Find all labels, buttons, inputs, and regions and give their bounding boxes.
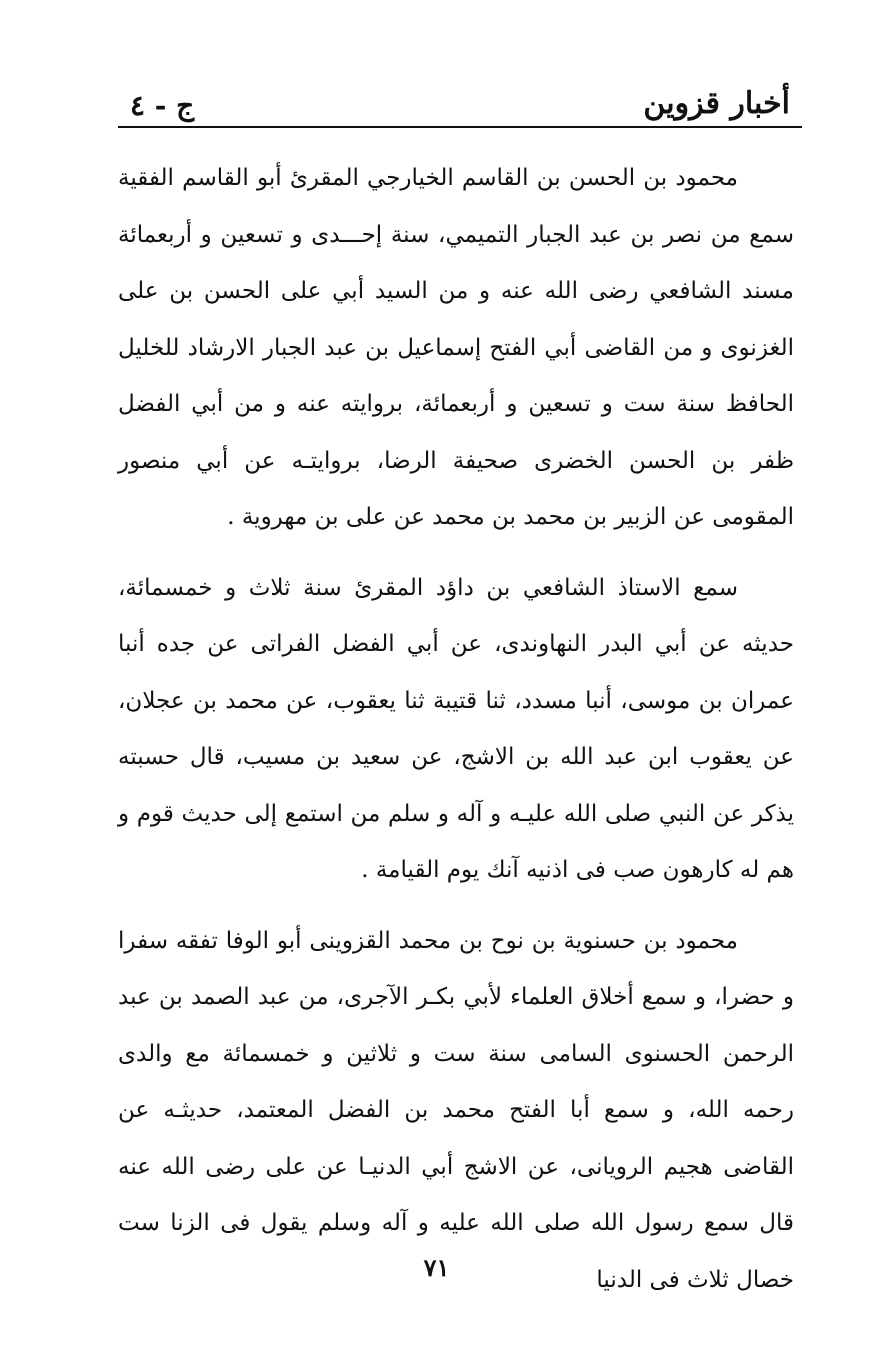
- volume-number: ج - ٤: [130, 89, 195, 122]
- paragraph-1: محمود بن الحسن بن القاسم الخيارجي المقرئ أبو القاسم الفقية سمع من نصر بن عبد الجبار التميمي، سنة إحـــدى و تسعين و أربعمائة مسند الشافعي رضى الله عنه و من السيد أبي على الحسن بن على الغزنوى و من القاضى أبي الفتح إسماعيل بن عبد الجبار الارشاد للخليل الحافظ سنة ست و تسعين و أربعمائة، بروايته عنه و من أبي الفضل ظفر بن الحسن الخضرى صحيفة الرضا، بروايتـه عن أبي منصور المقومى عن الزبير بن محمد بن محمد عن على بن مهروية .: [118, 165, 794, 530]
- page-number: ٧١: [423, 1253, 450, 1282]
- running-title: أخبار قزوين: [643, 86, 790, 121]
- paragraph-3: محمود بن حسنوية بن نوح بن محمد القزوينى أبو الوفا تفقه سفرا و حضرا، و سمع أخلاق العلماء لأبي بكـر الآجرى، من عبد الصمد بن عبد الرحمن الحسنوى السامى سنة ست و ثلاثين و خمسمائة مع والدى رحمه الله، و سمع أبا الفتح محمد بن الفضل المعتمد، حديثـه عن القاضى هجيم الرويانى، عن الاشج أبي الدنيـا عن على رضى الله عنه قال سمع رسول الله صلى الله عليه و آله وسلم يقول فى الزنا ست خصال ثلاث فى الدنيا: [118, 927, 794, 1293]
- paragraph-2: سمع الاستاذ الشافعي بن داؤد المقرئ سنة ثلاث و خمسمائة، حديثه عن أبي البدر النهاوندى، عن أبي الفضل الفراتى عن جده أنبا عمران بن موسى، أنبا مسدد، ثنا قتيبة ثنا يعقوب، عن محمد بن عجلان، عن يعقوب ابن عبد الله بن الاشج، عن سعيد بن مسيب، قال حسبته يذكر عن النبي صلى الله عليـه و آله و سلم من استمع إلى حديث قوم و هم له كارهون صب فى اذنيه آنك يوم القيامة .: [118, 574, 794, 883]
- header-rule: [118, 126, 802, 128]
- body-text: [118, 150, 794, 1308]
- page-header: [120, 78, 800, 128]
